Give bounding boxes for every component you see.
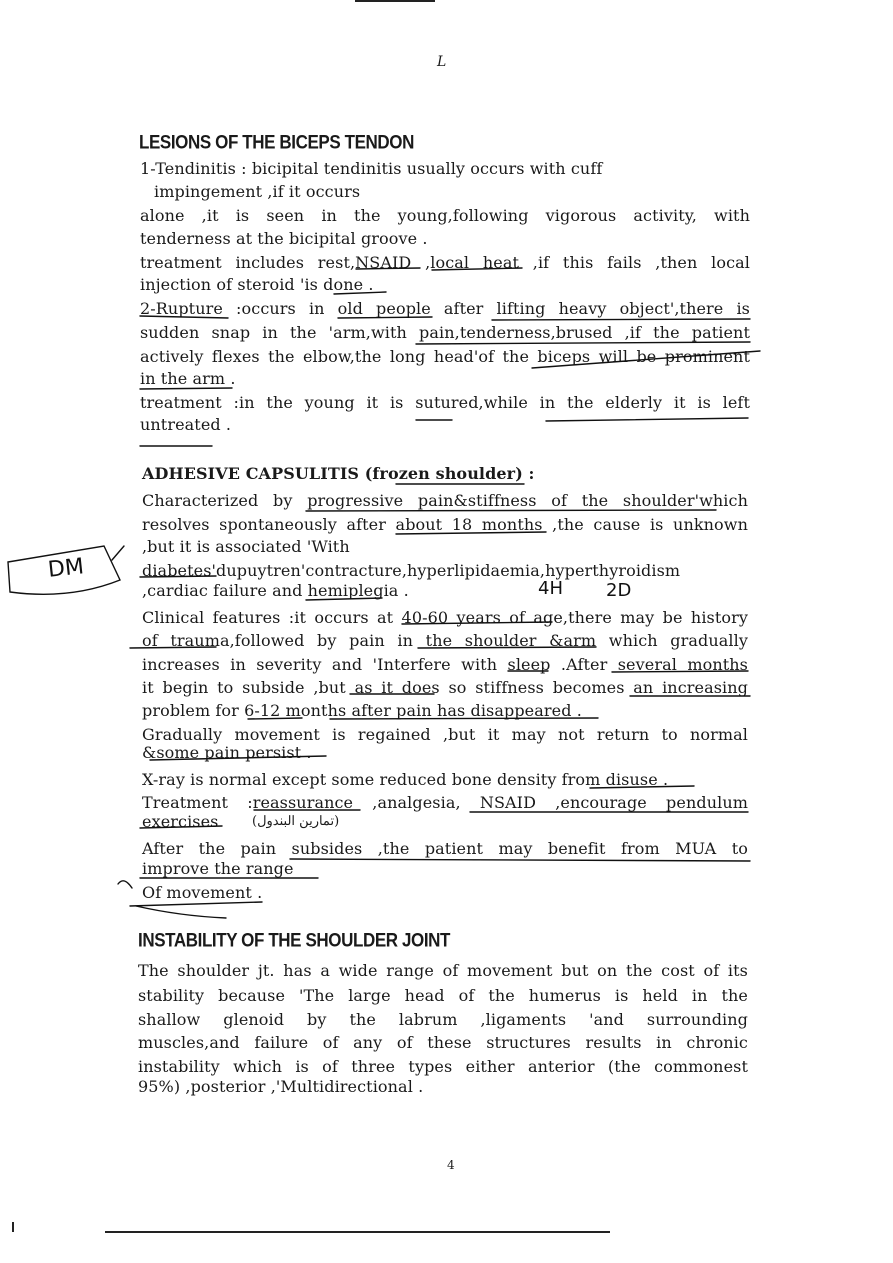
note-4h: 4H <box>538 578 563 599</box>
underline-old-people <box>338 317 432 318</box>
s2-line-3: ,but it is associated 'With <box>142 537 350 556</box>
underline-progressive-pain <box>306 510 716 511</box>
underline-shoulder-arm <box>418 647 596 648</box>
s2-line-7: of trauma,followed by pain in the shoulder &arm which gradually <box>142 631 748 650</box>
underline-pain-disappeared <box>330 718 598 719</box>
s2-line-13: X-ray is normal except some reduced bone density from disuse . <box>142 770 669 789</box>
s1-line-2: impingement ,if it occurs <box>154 182 361 201</box>
s1-line-9: actively flexes the elbow,the long head'of the biceps will be prominent <box>140 347 750 366</box>
s2-line-16: After the pain subsides ,the patient may benefit from MUA to <box>142 839 748 858</box>
underline-diabetes <box>140 576 216 577</box>
underline-lifting-heavy <box>492 319 750 320</box>
underline-6-12 <box>248 718 302 719</box>
stroke-movement-tail <box>136 906 226 918</box>
s1-line-3: alone ,it is seen in the young,following vigorous activity, with <box>140 206 750 225</box>
s2-line-14: Treatment :reassurance ,analgesia, NSAID ,encourage pendulum <box>142 793 748 812</box>
underline-elderly <box>546 418 748 421</box>
underline-several-months <box>612 671 748 672</box>
s3-line-6: 95%) ,posterior ,'Multidirectional . <box>138 1077 424 1096</box>
s1-line-7: 2-Rupture :occurs in old people after lifting heavy object',there is <box>140 299 750 318</box>
arabic-note: (تمارين البندول) <box>252 814 340 829</box>
underline-local-heat <box>432 268 522 270</box>
hook-movement <box>118 881 132 888</box>
page-number: 4 <box>447 1158 455 1172</box>
s3-line-1: The shoulder jt. has a wide range of movement but on the cost of its <box>138 961 748 980</box>
s1-line-4: tenderness at the bicipital groove . <box>140 229 428 248</box>
underline-hemiplegia <box>306 598 382 600</box>
s1-line-10: in the arm . <box>140 369 236 388</box>
s2-line-1: Characterized by progressive pain&stiffness of the shoulder'which <box>142 491 748 510</box>
header-mark: L <box>437 54 447 70</box>
dm-annotation-pointer <box>112 546 124 560</box>
underline-40-60 <box>402 622 552 624</box>
s2-line-6: Clinical features :it occurs at 40-60 years of age,there may be history <box>142 608 748 627</box>
s2-line-10: problem for 6-12 months after pain has disappeared . <box>142 701 582 720</box>
s3-line-2: stability because 'The large head of the humerus is held in the <box>138 986 748 1005</box>
underline-nsaid <box>356 268 420 269</box>
s2-line-5: ,cardiac failure and hemiplegia . <box>142 581 409 600</box>
s2-line-2: resolves spontaneously after about 18 months ,the cause is unknown <box>142 515 748 534</box>
s2-line-12: &some pain persist . <box>142 743 312 762</box>
s1-line-12: untreated . <box>140 415 232 434</box>
underline-in-arm <box>140 388 232 389</box>
s2-line-15: exercises <box>142 812 219 831</box>
s1-line-6: injection of steroid 'is done . <box>140 275 374 294</box>
underline-prominent <box>532 351 760 368</box>
underline-rupture <box>140 316 228 318</box>
s2-line-18: Of movement . <box>142 883 263 902</box>
s1-line-11: treatment :in the young it is sutured,while in the elderly it is left <box>140 393 750 412</box>
s2-line-9: it begin to subside ,but as it does so stiffness becomes an increasing <box>142 678 748 697</box>
s2-line-4: diabetes'dupuytren'contracture,hyperlipidaemia,hyperthyroidism <box>142 561 681 580</box>
s2-line-8: increases in severity and 'Interfere with sleep .After several months <box>142 655 748 674</box>
underline-from-disuse <box>590 786 694 788</box>
s1-line-8: sudden snap in the 'arm,with pain,tenderness,brused ,if the patient <box>140 323 750 342</box>
underline-18-months <box>396 532 546 534</box>
underline-some-pain <box>150 756 326 760</box>
underline-done <box>334 292 386 294</box>
s1-line-5: treatment includes rest,NSAID ,local heat ,if this fails ,then local <box>140 253 750 272</box>
underline-snap <box>416 342 750 344</box>
s3-line-4: muscles,and failure of any of these structures results in chronic <box>138 1033 748 1052</box>
note-2d: 2D <box>606 580 632 601</box>
underline-movement <box>130 902 262 906</box>
section-title-adhesive-capsulitis: ADHESIVE CAPSULITIS (frozen shoulder) : <box>142 464 535 483</box>
underline-subsides <box>290 859 750 861</box>
section-title-biceps: LESIONS OF THE BICEPS TENDON <box>139 131 414 153</box>
s1-line-1: 1-Tendinitis : bicipital tendinitis usually occurs with cuff <box>140 159 603 178</box>
dm-annotation-label: DM <box>46 554 86 583</box>
dm-annotation-box <box>8 546 120 594</box>
underline-exercises <box>140 826 222 828</box>
s3-line-5: instability which is of three types either anterior (the commonest <box>138 1057 748 1076</box>
s2-line-17: improve the range <box>142 859 294 878</box>
section-title-instability: INSTABILITY OF THE SHOULDER JOINT <box>138 929 451 951</box>
underline-trauma <box>130 647 216 648</box>
s3-line-3: shallow glenoid by the labrum ,ligaments 'and surrounding <box>138 1010 748 1029</box>
s2-line-11: Gradually movement is regained ,but it may not return to normal <box>142 725 748 744</box>
